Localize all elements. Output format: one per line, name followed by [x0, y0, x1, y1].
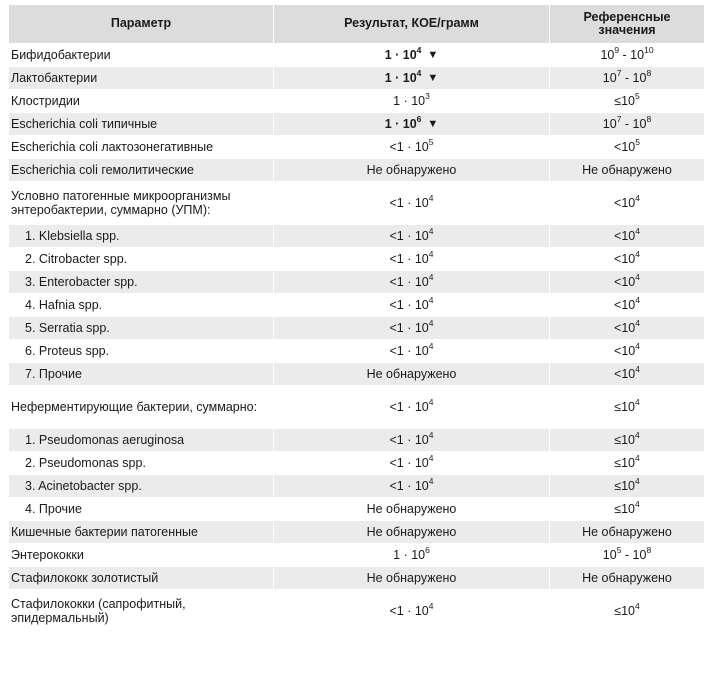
result-value: [384, 68, 422, 86]
reference-exponent: 4: [635, 272, 640, 283]
reference-value: [614, 341, 640, 359]
result-cell: [274, 225, 550, 248]
result-cell: [274, 498, 550, 521]
below-normal-arrow-icon: ▼: [427, 118, 439, 131]
table-row: [9, 567, 705, 590]
parameter-cell: 3. Enterobacter spp.: [9, 271, 274, 294]
parameter-cell: Бифидобактерии: [9, 44, 274, 67]
result-exponent: 3: [425, 91, 430, 102]
result-base: <1 · 10: [389, 344, 429, 359]
table-row: [9, 248, 705, 271]
reference-value: [614, 453, 640, 471]
result-exponent: 4: [416, 68, 422, 79]
result-value: [389, 341, 434, 359]
reference-exponent: 7: [616, 68, 622, 79]
reference-upper-exponent: 8: [646, 68, 652, 79]
result-cell: [274, 44, 550, 67]
reference-value: [614, 364, 640, 382]
result-base: <1 · 10: [389, 140, 429, 155]
result-exponent: 4: [428, 226, 434, 237]
result-cell: [274, 248, 550, 271]
table-row: [9, 317, 705, 340]
result-value: [367, 502, 457, 516]
reference-exponent: 4: [635, 341, 640, 352]
result-cell: [274, 521, 550, 544]
result-base: 1 · 10: [384, 117, 417, 132]
reference-base: <10: [614, 367, 636, 382]
reference-upper-exponent: 10: [644, 45, 654, 56]
results-table-container: [8, 4, 704, 633]
reference-cell: [550, 498, 705, 521]
reference-cell: [550, 544, 705, 567]
reference-cell: [550, 44, 705, 67]
reference-cell: [550, 136, 705, 159]
reference-base: <10: [614, 252, 636, 267]
reference-base: 10: [602, 71, 617, 86]
result-value: [389, 249, 434, 267]
below-normal-arrow-icon: ▼: [427, 72, 439, 85]
parameter-cell: Стафилококки (сапрофитный, эпидермальный): [9, 590, 274, 633]
result-exponent: 4: [428, 397, 434, 408]
reference-base: <10: [614, 275, 636, 290]
table-row: [9, 44, 705, 67]
reference-base: Не обнаружено: [582, 570, 672, 585]
result-value: [393, 545, 430, 563]
header-result: Результат, КОЕ/грамм: [274, 5, 550, 44]
result-value: [389, 137, 434, 155]
result-cell: [274, 90, 550, 113]
parameter-cell: Неферментирующие бактерии, суммарно:: [9, 386, 274, 429]
result-value: [389, 430, 434, 448]
result-cell: [274, 544, 550, 567]
table-row: [9, 429, 705, 452]
reference-value: [614, 397, 640, 415]
result-value: [389, 295, 434, 313]
reference-value: [614, 249, 640, 267]
reference-value: [614, 476, 640, 494]
reference-value: [602, 545, 652, 563]
reference-exponent: 4: [635, 476, 640, 487]
reference-base: ≤10: [614, 456, 636, 471]
table-row: [9, 590, 705, 633]
reference-base: <10: [614, 298, 636, 313]
result-value: [384, 45, 422, 63]
reference-exponent: 4: [635, 295, 640, 306]
result-exponent: 4: [428, 318, 434, 329]
reference-upper-exponent: 8: [646, 114, 652, 125]
parameter-cell: 5. Serratia spp.: [9, 317, 274, 340]
result-cell: [274, 340, 550, 363]
result-cell: [274, 136, 550, 159]
reference-cell: [550, 67, 705, 90]
result-cell: [274, 271, 550, 294]
reference-exponent: 4: [635, 453, 640, 464]
reference-value: [614, 193, 640, 211]
parameter-cell: Энтерококки: [9, 544, 274, 567]
result-value: [384, 114, 422, 132]
reference-cell: [550, 429, 705, 452]
results-table: [8, 4, 705, 633]
reference-value: [582, 571, 672, 585]
result-exponent: 4: [428, 249, 434, 260]
reference-exponent: 4: [635, 499, 640, 510]
result-cell: [274, 67, 550, 90]
reference-base: <10: [614, 196, 636, 211]
parameter-cell: 2. Citrobacter spp.: [9, 248, 274, 271]
table-row: [9, 67, 705, 90]
reference-value: [614, 226, 640, 244]
reference-cell: [550, 113, 705, 136]
reference-base: ≤10: [614, 94, 636, 109]
result-cell: [274, 429, 550, 452]
result-base: Не обнаружено: [366, 162, 457, 177]
result-exponent: 4: [416, 45, 422, 56]
reference-base: ≤10: [614, 400, 636, 415]
result-exponent: 4: [428, 430, 434, 441]
reference-value: [602, 114, 652, 132]
reference-cell: [550, 452, 705, 475]
result-value: [389, 453, 434, 471]
header-parameter: Параметр: [9, 5, 274, 44]
reference-value: [600, 45, 654, 63]
parameter-cell: Escherichia coli гемолитические: [9, 159, 274, 182]
reference-value: [582, 163, 672, 177]
result-cell: [274, 386, 550, 429]
reference-base: <10: [614, 229, 636, 244]
reference-base: ≤10: [614, 479, 636, 494]
reference-cell: [550, 90, 705, 113]
reference-base: <10: [614, 140, 636, 155]
parameter-cell: Клостридии: [9, 90, 274, 113]
reference-base: <10: [614, 321, 636, 336]
reference-cell: [550, 159, 705, 182]
reference-value: [602, 68, 652, 86]
reference-base: ≤10: [614, 433, 636, 448]
parameter-cell: 4. Прочие: [9, 498, 274, 521]
result-exponent: 4: [428, 601, 434, 612]
result-base: <1 · 10: [389, 196, 429, 211]
reference-value: [614, 137, 640, 155]
result-value: [389, 476, 434, 494]
parameter-cell: 7. Прочие: [9, 363, 274, 386]
reference-exponent: 4: [635, 430, 640, 441]
result-base: 1 · 10: [384, 48, 417, 63]
result-value: [389, 397, 434, 415]
reference-base: 10: [602, 548, 617, 563]
result-cell: [274, 294, 550, 317]
reference-cell: [550, 475, 705, 498]
table-row: [9, 363, 705, 386]
reference-cell: [550, 317, 705, 340]
result-exponent: 4: [428, 453, 434, 464]
reference-exponent: 5: [635, 91, 640, 102]
reference-exponent: 4: [635, 226, 640, 237]
parameter-cell: Escherichia coli лактозонегативные: [9, 136, 274, 159]
table-row: [9, 544, 705, 567]
result-cell: [274, 113, 550, 136]
table-row: [9, 521, 705, 544]
table-row: [9, 136, 705, 159]
reference-cell: [550, 225, 705, 248]
result-exponent: 5: [428, 137, 434, 148]
parameter-cell: Лактобактерии: [9, 67, 274, 90]
reference-cell: [550, 182, 705, 225]
result-cell: [274, 452, 550, 475]
result-exponent: 4: [428, 193, 434, 204]
result-cell: [274, 475, 550, 498]
result-exponent: 4: [428, 295, 434, 306]
result-value: [367, 571, 457, 585]
result-base: 1 · 10: [393, 94, 426, 109]
result-exponent: 6: [416, 114, 422, 125]
result-base: 1 · 10: [384, 71, 417, 86]
result-cell: [274, 363, 550, 386]
reference-cell: [550, 363, 705, 386]
result-value: [393, 91, 430, 109]
reference-cell: [550, 294, 705, 317]
result-value: [389, 193, 434, 211]
result-base: Не обнаружено: [366, 366, 457, 381]
reference-cell: [550, 590, 705, 633]
reference-base: ≤10: [614, 604, 636, 619]
result-cell: [274, 567, 550, 590]
reference-value: [582, 525, 672, 539]
table-row: [9, 225, 705, 248]
result-value: [367, 525, 457, 539]
table-row: [9, 340, 705, 363]
result-cell: [274, 590, 550, 633]
reference-exponent: 4: [635, 249, 640, 260]
table-row: [9, 159, 705, 182]
table-row: [9, 182, 705, 225]
parameter-cell: Условно патогенные микроорганизмы энтеробактерии, суммарно (УПМ):: [9, 182, 274, 225]
table-row: [9, 498, 705, 521]
table-row: [9, 90, 705, 113]
reference-exponent: 5: [616, 545, 622, 556]
reference-cell: [550, 521, 705, 544]
reference-base: Не обнаружено: [582, 524, 672, 539]
result-exponent: 6: [425, 545, 430, 556]
reference-cell: [550, 271, 705, 294]
table-row: [9, 452, 705, 475]
reference-value: [614, 499, 640, 517]
parameter-cell: Кишечные бактерии патогенные: [9, 521, 274, 544]
header-row: [9, 5, 705, 44]
reference-value: [614, 430, 640, 448]
result-base: <1 · 10: [389, 298, 429, 313]
reference-exponent: 4: [635, 193, 640, 204]
parameter-cell: 1. Pseudomonas aeruginosa: [9, 429, 274, 452]
reference-exponent: 4: [635, 364, 640, 375]
reference-value: [614, 272, 640, 290]
result-base: 1 · 10: [393, 548, 426, 563]
header-reference: Референсные значения: [550, 5, 705, 44]
reference-value: [614, 318, 640, 336]
reference-exponent: 9: [614, 45, 620, 56]
reference-base: ≤10: [614, 502, 636, 517]
reference-value: [614, 295, 640, 313]
result-value: [389, 226, 434, 244]
reference-cell: [550, 340, 705, 363]
result-base: <1 · 10: [389, 479, 429, 494]
parameter-cell: 2. Pseudomonas spp.: [9, 452, 274, 475]
reference-upper-exponent: 8: [646, 545, 652, 556]
result-value: [389, 318, 434, 336]
table-header: [9, 5, 705, 44]
parameter-cell: 4. Hafnia spp.: [9, 294, 274, 317]
reference-exponent: 4: [635, 318, 640, 329]
reference-exponent: 4: [635, 601, 640, 612]
parameter-cell: Escherichia coli типичные: [9, 113, 274, 136]
reference-upper-base: - 10: [621, 71, 647, 86]
result-base: Не обнаружено: [366, 570, 457, 585]
result-base: <1 · 10: [389, 604, 429, 619]
result-base: <1 · 10: [389, 400, 429, 415]
reference-exponent: 4: [635, 397, 640, 408]
table-row: [9, 475, 705, 498]
reference-base: <10: [614, 344, 636, 359]
result-exponent: 4: [428, 341, 434, 352]
result-base: Не обнаружено: [366, 524, 457, 539]
below-normal-arrow-icon: ▼: [427, 49, 439, 62]
table-row: [9, 113, 705, 136]
reference-base: 10: [602, 117, 617, 132]
table-body: [9, 44, 705, 633]
result-value: [389, 272, 434, 290]
reference-value: [614, 601, 640, 619]
result-exponent: 4: [428, 272, 434, 283]
reference-base: Не обнаружено: [582, 162, 672, 177]
reference-upper-base: - 10: [619, 48, 645, 63]
reference-exponent: 5: [635, 137, 640, 148]
reference-cell: [550, 567, 705, 590]
result-base: Не обнаружено: [366, 501, 457, 516]
reference-cell: [550, 386, 705, 429]
table-row: [9, 386, 705, 429]
table-row: [9, 294, 705, 317]
reference-exponent: 7: [616, 114, 622, 125]
parameter-cell: Стафилококк золотистый: [9, 567, 274, 590]
reference-upper-base: - 10: [621, 117, 647, 132]
result-base: <1 · 10: [389, 456, 429, 471]
result-base: <1 · 10: [389, 229, 429, 244]
reference-upper-base: - 10: [621, 548, 647, 563]
parameter-cell: 3. Acinetobacter spp.: [9, 475, 274, 498]
result-cell: [274, 182, 550, 225]
result-value: [367, 367, 457, 381]
result-cell: [274, 159, 550, 182]
result-base: <1 · 10: [389, 433, 429, 448]
result-value: [389, 601, 434, 619]
result-base: <1 · 10: [389, 252, 429, 267]
parameter-cell: 6. Proteus spp.: [9, 340, 274, 363]
reference-cell: [550, 248, 705, 271]
result-cell: [274, 317, 550, 340]
parameter-cell: 1. Klebsiella spp.: [9, 225, 274, 248]
result-base: <1 · 10: [389, 321, 429, 336]
table-row: [9, 271, 705, 294]
reference-base: 10: [600, 48, 615, 63]
result-base: <1 · 10: [389, 275, 429, 290]
result-value: [367, 163, 457, 177]
reference-value: [614, 91, 640, 109]
result-exponent: 4: [428, 476, 434, 487]
